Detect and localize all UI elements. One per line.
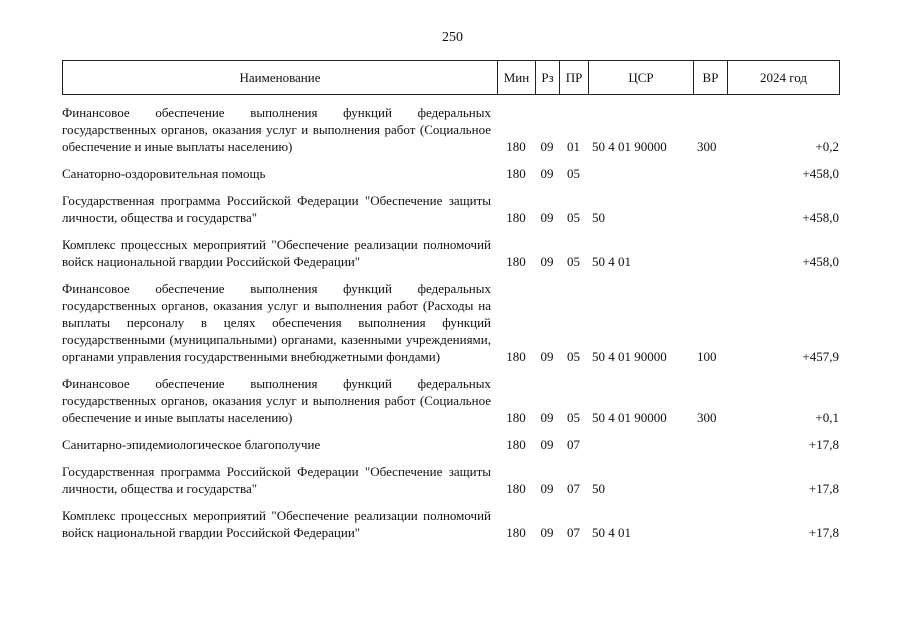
row-csr: 50	[592, 481, 605, 496]
row-pr: 07	[567, 525, 580, 540]
row-csr: 50 4 01	[592, 254, 631, 269]
row-pr: 05	[567, 349, 580, 364]
row-value: +17,8	[808, 525, 839, 540]
row-name: Комплекс процессных мероприятий "Обеспечение реализации полномочий войск национальной гвардии Российской Федерации"	[62, 508, 491, 540]
row-csr: 50 4 01 90000	[592, 349, 667, 364]
row-csr: 50 4 01	[592, 525, 631, 540]
row-vr	[693, 165, 727, 182]
row-spacer	[62, 365, 839, 375]
row-csr: 50	[592, 210, 605, 225]
budget-table	[62, 104, 839, 541]
header-min: Мин	[498, 61, 536, 95]
row-pr: 05	[567, 254, 580, 269]
header-vr: ВР	[694, 61, 728, 95]
row-min: 180	[506, 437, 526, 452]
row-value: +17,8	[808, 481, 839, 496]
row-name: Комплекс процессных мероприятий "Обеспечение реализации полномочий войск национальной гвардии Российской Федерации"	[62, 237, 491, 269]
row-pr: 01	[567, 139, 580, 154]
row-pr: 05	[567, 166, 580, 181]
row-name: Финансовое обеспечение выполнения функций федеральных государственных органов, оказания услуг и выполнения работ (Социальное обеспечение и иные выплаты населению)	[62, 105, 491, 154]
row-name: Финансовое обеспечение выполнения функций федеральных государственных органов, оказания услуг и выполнения работ (Социальное обеспечение и иные выплаты населению)	[62, 376, 491, 425]
row-value: +0,2	[815, 139, 839, 154]
table-row	[62, 375, 839, 426]
row-min: 180	[506, 349, 526, 364]
page-number: 250	[442, 30, 463, 45]
row-vr	[693, 463, 727, 497]
row-name: Санаторно-оздоровительная помощь	[62, 166, 266, 181]
row-spacer	[62, 270, 839, 280]
row-name: Государственная программа Российской Федерации "Обеспечение защиты личности, общества и государства"	[62, 464, 491, 496]
table-body	[62, 104, 839, 541]
row-csr: 50 4 01 90000	[592, 139, 667, 154]
row-value: +458,0	[802, 166, 839, 181]
table-row	[62, 507, 839, 541]
row-min: 180	[506, 525, 526, 540]
row-rz: 09	[540, 166, 554, 181]
table-header	[62, 60, 840, 95]
row-vr: 300	[697, 410, 717, 425]
row-min: 180	[506, 166, 526, 181]
row-pr: 07	[567, 481, 580, 496]
row-spacer	[62, 497, 839, 507]
table-row	[62, 463, 839, 497]
row-rz: 09	[540, 349, 554, 364]
row-min: 180	[506, 210, 526, 225]
row-csr	[588, 436, 693, 453]
row-vr	[693, 236, 727, 270]
row-value: +458,0	[802, 210, 839, 225]
row-rz: 09	[540, 410, 554, 425]
header-csr: ЦСР	[589, 61, 694, 95]
header-year: 2024 год	[728, 61, 840, 95]
row-rz: 09	[540, 525, 554, 540]
row-spacer	[62, 426, 839, 436]
row-rz: 09	[540, 139, 554, 154]
row-vr: 300	[697, 139, 717, 154]
row-pr: 05	[567, 410, 580, 425]
row-value: +0,1	[815, 410, 839, 425]
row-name: Финансовое обеспечение выполнения функций федеральных государственных органов, оказания услуг и выполнения работ (Расходы на выплаты персоналу в целях обеспечения выполнения функций государственными (муниципальными) органами, казенными учреждениями, органами управления государственными внебюджетными фондами)	[62, 281, 491, 364]
row-min: 180	[506, 139, 526, 154]
row-spacer	[62, 182, 839, 192]
row-pr: 07	[567, 437, 580, 452]
header-rz: Рз	[536, 61, 560, 95]
row-min: 180	[506, 410, 526, 425]
row-spacer	[62, 226, 839, 236]
table-row	[62, 165, 839, 182]
row-vr: 100	[697, 349, 717, 364]
row-rz: 09	[540, 254, 554, 269]
row-value: +457,9	[802, 349, 839, 364]
table-row	[62, 436, 839, 453]
row-value: +17,8	[808, 437, 839, 452]
row-csr	[588, 165, 693, 182]
row-spacer	[62, 155, 839, 165]
row-name: Государственная программа Российской Федерации "Обеспечение защиты личности, общества и государства"	[62, 193, 491, 225]
header-pr: ПР	[560, 61, 589, 95]
table-row	[62, 280, 839, 365]
row-pr: 05	[567, 210, 580, 225]
row-rz: 09	[540, 210, 554, 225]
row-name: Санитарно-эпидемиологическое благополучие	[62, 437, 321, 452]
row-vr	[693, 507, 727, 541]
row-min: 180	[506, 481, 526, 496]
header-name: Наименование	[63, 61, 498, 95]
row-rz: 09	[540, 437, 554, 452]
row-vr	[693, 192, 727, 226]
row-rz: 09	[540, 481, 554, 496]
row-csr: 50 4 01 90000	[592, 410, 667, 425]
table-row	[62, 104, 839, 155]
row-spacer	[62, 453, 839, 463]
row-value: +458,0	[802, 254, 839, 269]
table-row	[62, 236, 839, 270]
table-row	[62, 192, 839, 226]
row-vr	[693, 436, 727, 453]
row-min: 180	[506, 254, 526, 269]
